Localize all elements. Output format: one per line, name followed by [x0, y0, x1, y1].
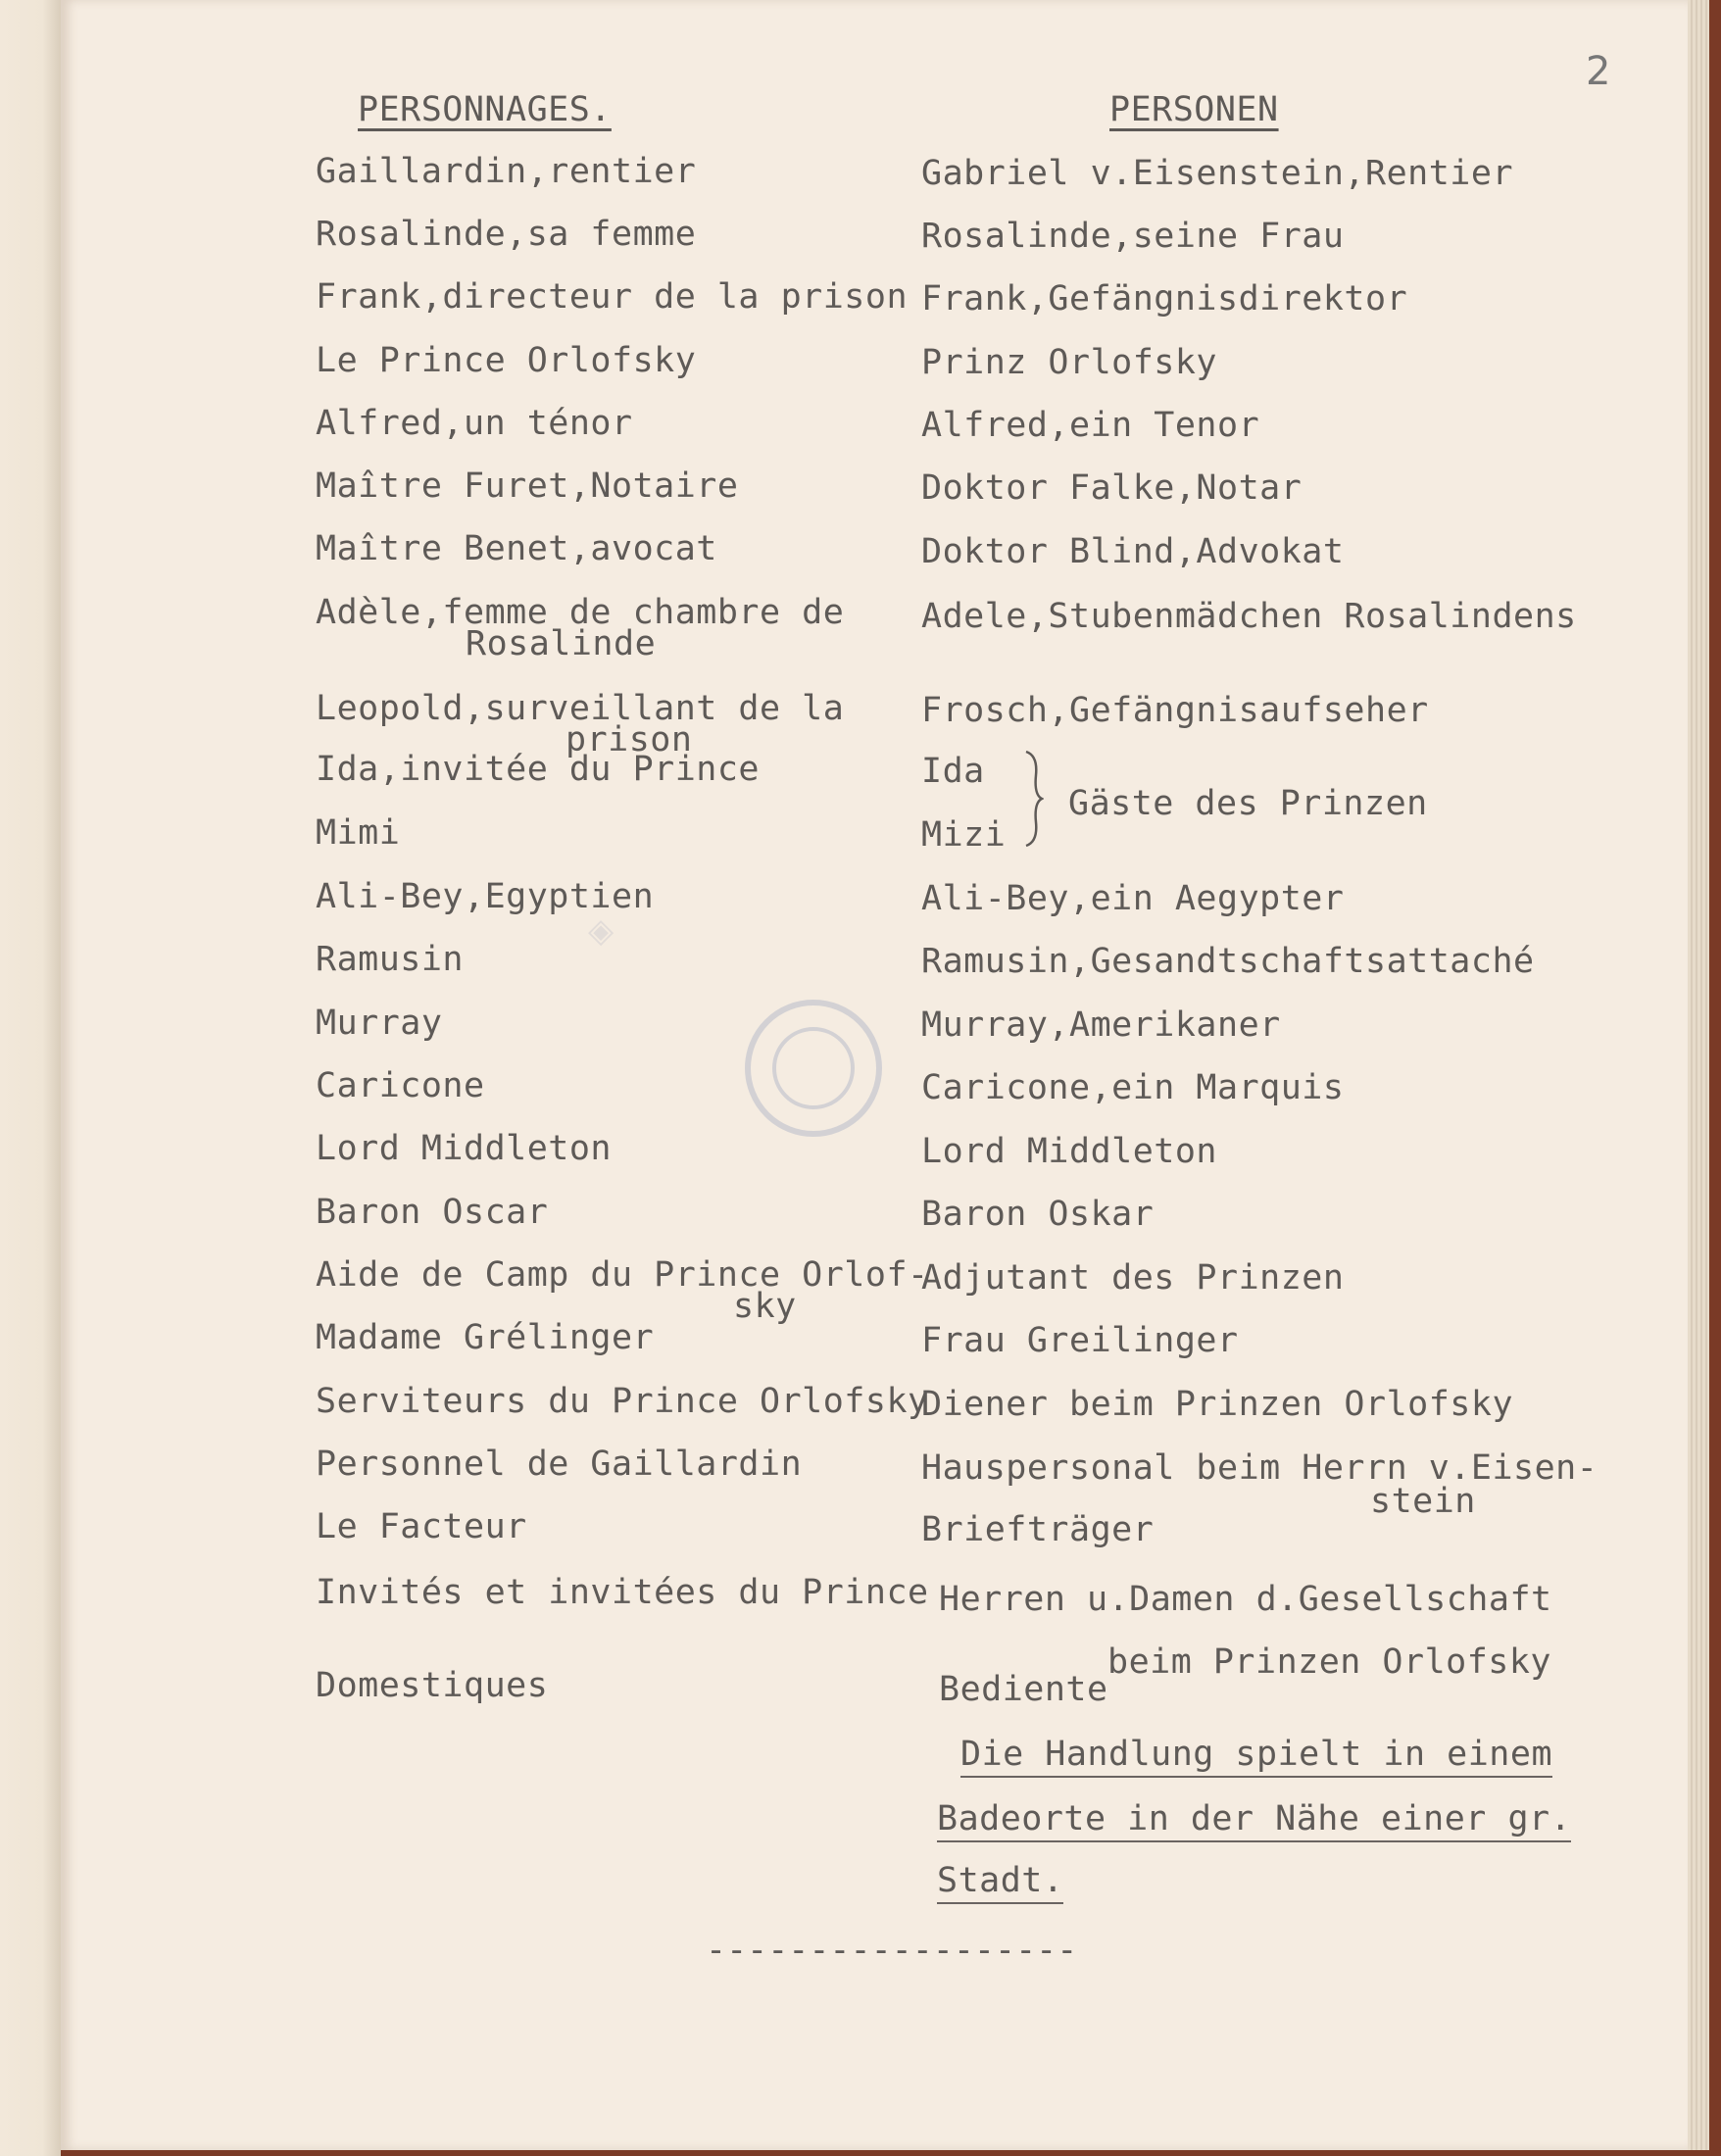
row-de: Gabriel v.Eisenstein,Rentier — [921, 154, 1514, 193]
row-fr: Ramusin — [316, 940, 465, 979]
page-edges — [1688, 0, 1709, 2150]
row-de: Alfred,ein Tenor — [921, 406, 1260, 445]
faint-library-stamp: ◈ — [588, 911, 615, 951]
row-de: Frank,Gefängnisdirektor — [921, 279, 1408, 318]
row-fr: Serviteurs du Prince Orlofsky — [316, 1382, 929, 1421]
row-de: Herren u.Damen d.Gesellschaft — [939, 1580, 1552, 1619]
row-de: Ramusin,Gesandtschaftsattaché — [921, 942, 1535, 981]
library-stamp-inner-ring — [772, 1027, 855, 1109]
row-de: Adjutant des Prinzen — [921, 1258, 1345, 1298]
row-de: Diener beim Prinzen Orlofsky — [921, 1385, 1514, 1424]
setting-note-line: Badeorte in der Nähe einer gr. — [937, 1799, 1571, 1842]
page-number: 2 — [1586, 49, 1611, 94]
row-de: Frau Greilinger — [921, 1321, 1239, 1360]
row-fr: Le Facteur — [316, 1507, 527, 1546]
row-fr: Madame Grélinger — [316, 1318, 655, 1357]
closing-divider: ------------------ — [706, 1931, 1078, 1970]
row-fr: Adèle,femme de chambre de — [316, 593, 845, 632]
row-fr: Le Prince Orlofsky — [316, 341, 697, 380]
row-fr: Personnel de Gaillardin — [316, 1445, 803, 1484]
row-fr-continuation: sky — [733, 1287, 797, 1326]
row-de: Caricone,ein Marquis — [921, 1068, 1345, 1107]
row-de: Prinz Orlofsky — [921, 343, 1218, 382]
row-fr: Rosalinde,sa femme — [316, 215, 697, 254]
brace-icon — [1024, 750, 1044, 848]
book-spine — [0, 0, 61, 2156]
row-fr: Leopold,surveillant de la — [316, 689, 845, 728]
row-fr: Maître Benet,avocat — [316, 529, 717, 568]
row-fr: Alfred,un ténor — [316, 404, 633, 443]
row-de: Doktor Blind,Advokat — [921, 532, 1345, 571]
row-de-continuation: stein — [1370, 1482, 1476, 1521]
row-de: Adele,Stubenmädchen Rosalindens — [921, 597, 1577, 636]
row-fr: Murray — [316, 1004, 443, 1043]
row-de: Baron Oskar — [921, 1195, 1155, 1234]
row-de: Ida — [921, 752, 985, 791]
row-fr: Frank,directeur de la prison — [316, 277, 909, 317]
row-fr: Ali-Bey,Egyptien — [316, 877, 655, 916]
row-de: Rosalinde,seine Frau — [921, 217, 1345, 256]
row-fr-continuation: Rosalinde — [466, 624, 657, 663]
row-de: Doktor Falke,Notar — [921, 468, 1303, 508]
row-de: Bediente — [939, 1670, 1108, 1709]
setting-note-line: Die Handlung spielt in einem — [960, 1735, 1552, 1778]
row-de: Ali-Bey,ein Aegypter — [921, 879, 1345, 918]
row-de: Murray,Amerikaner — [921, 1005, 1281, 1045]
group-label-guests: Gäste des Prinzen — [1068, 784, 1428, 823]
row-fr: Lord Middleton — [316, 1129, 613, 1168]
row-fr: Baron Oscar — [316, 1193, 549, 1232]
row-fr: Maître Furet,Notaire — [316, 466, 739, 506]
row-fr: Caricone — [316, 1066, 485, 1105]
row-de-continuation: beim Prinzen Orlofsky — [1107, 1642, 1552, 1682]
row-de: Hauspersonal beim Herrn v.Eisen- — [921, 1448, 1598, 1488]
row-fr-continuation: prison — [565, 720, 693, 760]
header-french: PERSONNAGES. — [358, 90, 612, 129]
setting-note-line: Stadt. — [937, 1861, 1063, 1904]
row-fr: Aide de Camp du Prince Orlof- — [316, 1255, 929, 1295]
row-fr: Ida,invitée du Prince — [316, 750, 761, 789]
row-de: Lord Middleton — [921, 1132, 1218, 1171]
row-de: Mizi — [921, 815, 1007, 855]
row-de: Briefträger — [921, 1510, 1155, 1549]
row-fr: Domestiques — [316, 1666, 549, 1705]
header-german: PERSONEN — [1109, 90, 1279, 129]
library-stamp — [745, 1000, 882, 1137]
row-de: Frosch,Gefängnisaufseher — [921, 691, 1429, 730]
row-fr: Invités et invitées du Prince — [316, 1573, 929, 1612]
row-fr: Mimi — [316, 813, 401, 853]
row-fr: Gaillardin,rentier — [316, 152, 697, 191]
